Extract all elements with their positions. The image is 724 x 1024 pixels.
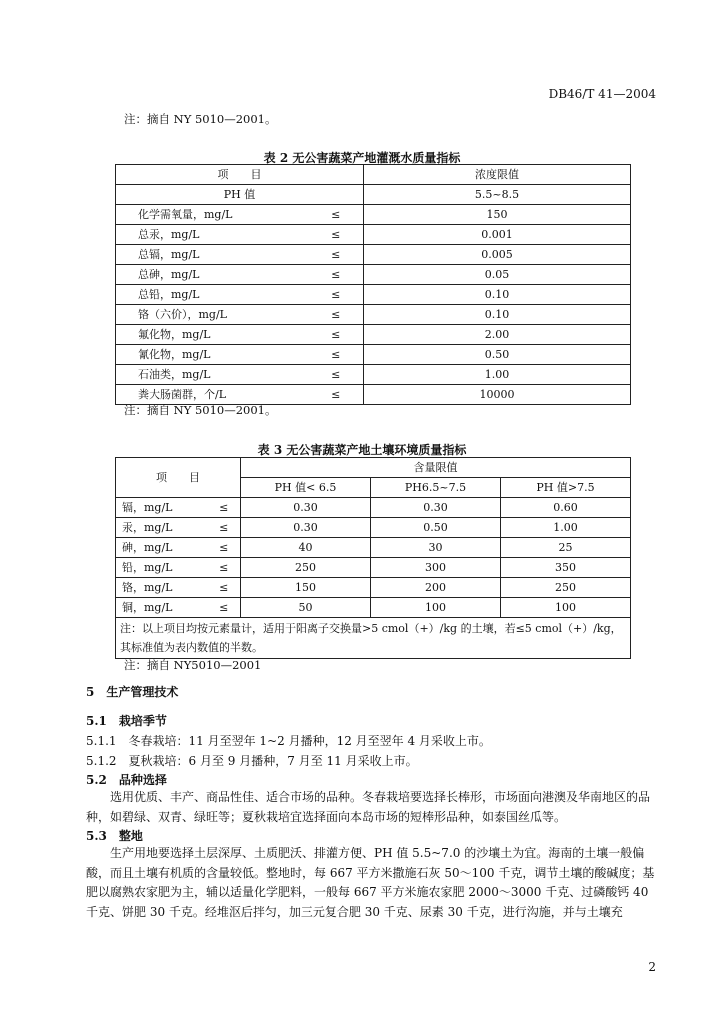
table2-value: 10000 (364, 385, 631, 405)
table3-value: 0.30 (371, 498, 501, 518)
table2-value: 0.05 (364, 265, 631, 285)
table3-value: 350 (501, 558, 631, 578)
table3-value: 40 (241, 538, 371, 558)
table2-head-item: 项 目 (116, 165, 364, 185)
table-row (116, 285, 631, 305)
table3-col-ph-low: PH 值< 6.5 (241, 478, 371, 498)
le-symbol: ≤ (309, 345, 364, 365)
table3-head-item: 项 目 (116, 458, 241, 498)
table-row (116, 598, 631, 618)
table3-value: 300 (371, 558, 501, 578)
le-symbol: ≤ (309, 285, 364, 305)
le-symbol: ≤ (309, 305, 364, 325)
table3-item: 镉，mg/L (116, 498, 208, 518)
le-symbol: ≤ (208, 578, 241, 598)
table-row (116, 265, 631, 285)
table-row (116, 325, 631, 345)
table2-value: 0.005 (364, 245, 631, 265)
table3-value: 0.60 (501, 498, 631, 518)
table-row (116, 518, 631, 538)
le-symbol: ≤ (208, 558, 241, 578)
table2-ph-value: 5.5~8.5 (364, 185, 631, 205)
table-row (116, 498, 631, 518)
table3-value: 250 (501, 578, 631, 598)
table2-value: 0.001 (364, 225, 631, 245)
table3-footnote: 注：以上项目均按元素量计，适用于阳离子交换量>5 cmol（+）/kg 的土壤，若≤5 cmol（+）/kg，其标准值为表内数值的半数。 (116, 618, 631, 659)
table2-head-limit: 浓度限值 (364, 165, 631, 185)
table3-value: 250 (241, 558, 371, 578)
table-row (116, 205, 631, 225)
table2-caption: 表 2 无公害蔬菜产地灌溉水质量指标 (263, 151, 461, 165)
table3-item: 铜，mg/L (116, 598, 208, 618)
table3-value: 25 (501, 538, 631, 558)
le-symbol: ≤ (309, 365, 364, 385)
table2-value: 2.00 (364, 325, 631, 345)
table3-caption: 表 3 无公害蔬菜产地土壤环境质量指标 (257, 443, 467, 457)
table-row (116, 538, 631, 558)
section-5-title: 5 生产管理技术 (86, 685, 179, 699)
table3-note: 注：摘自 NY5010—2001 (124, 658, 262, 672)
table2-value: 0.10 (364, 285, 631, 305)
le-symbol: ≤ (309, 325, 364, 345)
table3-value: 100 (501, 598, 631, 618)
note-source-top: 注：摘自 NY 5010—2001。 (124, 112, 277, 126)
table3-value: 0.30 (241, 518, 371, 538)
table-row (116, 578, 631, 598)
section-5-2-text: 选用优质、丰产、商品性佳、适合市场的品种。冬春栽培要选择长棒形，市场面向港澳及华南地区的品种，如碧绿、双青、绿旺等；夏秋栽培宜选择面向本岛市场的短棒形品种，如泰国丝瓜等。 (86, 790, 651, 824)
table3-value: 50 (241, 598, 371, 618)
document-code: DB46/T 41—2004 (548, 87, 656, 101)
section-5-1-title: 5.1 栽培季节 (86, 714, 167, 728)
table-row (116, 558, 631, 578)
table2-value: 0.50 (364, 345, 631, 365)
table2-value: 0.10 (364, 305, 631, 325)
table3-item: 铅，mg/L (116, 558, 208, 578)
le-symbol: ≤ (208, 598, 241, 618)
table2-value: 1.00 (364, 365, 631, 385)
section-5-1-2: 5.1.2 夏秋栽培：6 月至 9 月播种，7 月至 11 月采收上市。 (86, 754, 418, 768)
table3-col-ph-mid: PH6.5~7.5 (371, 478, 501, 498)
table3-value: 0.50 (371, 518, 501, 538)
table2-item: 总砷，mg/L (116, 265, 309, 285)
table2-item: 粪大肠菌群，个/L (116, 385, 309, 405)
table3-value: 30 (371, 538, 501, 558)
le-symbol: ≤ (208, 498, 241, 518)
table3-item: 汞，mg/L (116, 518, 208, 538)
table2-item: 铬（六价），mg/L (116, 305, 309, 325)
table2-item: 氰化物，mg/L (116, 345, 309, 365)
section-5-1-1: 5.1.1 冬春栽培：11 月至翌年 1~2 月播种，12 月至翌年 4 月采收上市。 (86, 734, 491, 748)
table2-item: 总铅，mg/L (116, 285, 309, 305)
table2-item: 石油类，mg/L (116, 365, 309, 385)
section-5-3-title: 5.3 整地 (86, 829, 143, 843)
table2 (115, 164, 631, 405)
table2-value: 150 (364, 205, 631, 225)
le-symbol: ≤ (309, 265, 364, 285)
table2-item: 氟化物，mg/L (116, 325, 309, 345)
le-symbol: ≤ (309, 385, 364, 405)
table2-ph-label: PH 值 (116, 185, 364, 205)
section-5-2-title: 5.2 品种选择 (86, 773, 167, 787)
section-5-3-text: 生产用地要选择土层深厚、土质肥沃、排灌方便、PH 值 5.5~7.0 的沙壤土为宜。海南的土壤一般偏酸，而且土壤有机质的含量较低。整地时，每 667 平方米撒施石灰 50～100 千克，调节土壤的酸碱度；基肥以腐熟农家肥为主，辅以适量化学肥料，一般每 667 平方米施农家肥 2000～3000 千克、过磷酸钙 40 千克、饼肥 30 千克。经堆沤后拌匀，加三元复合肥 30 千克、尿素 30 千克，进行沟施，并与土壤充 (86, 846, 655, 919)
table3-item: 砷，mg/L (116, 538, 208, 558)
page-number: 2 (648, 960, 656, 974)
le-symbol: ≤ (208, 538, 241, 558)
table-row (116, 225, 631, 245)
table3-item: 铬，mg/L (116, 578, 208, 598)
table3-value: 1.00 (501, 518, 631, 538)
table3-head-limit: 含量限值 (241, 458, 631, 478)
table3-col-ph-high: PH 值>7.5 (501, 478, 631, 498)
le-symbol: ≤ (309, 225, 364, 245)
table-row (116, 305, 631, 325)
table3-value: 200 (371, 578, 501, 598)
table3 (115, 457, 631, 659)
table2-item: 总镉，mg/L (116, 245, 309, 265)
le-symbol: ≤ (208, 518, 241, 538)
table-row (116, 245, 631, 265)
table3-value: 100 (371, 598, 501, 618)
table2-item: 化学需氧量，mg/L (116, 205, 309, 225)
table-row (116, 365, 631, 385)
table3-value: 150 (241, 578, 371, 598)
le-symbol: ≤ (309, 205, 364, 225)
table-row (116, 345, 631, 365)
le-symbol: ≤ (309, 245, 364, 265)
table2-note: 注：摘自 NY 5010—2001。 (124, 403, 277, 417)
table3-value: 0.30 (241, 498, 371, 518)
table2-item: 总汞，mg/L (116, 225, 309, 245)
